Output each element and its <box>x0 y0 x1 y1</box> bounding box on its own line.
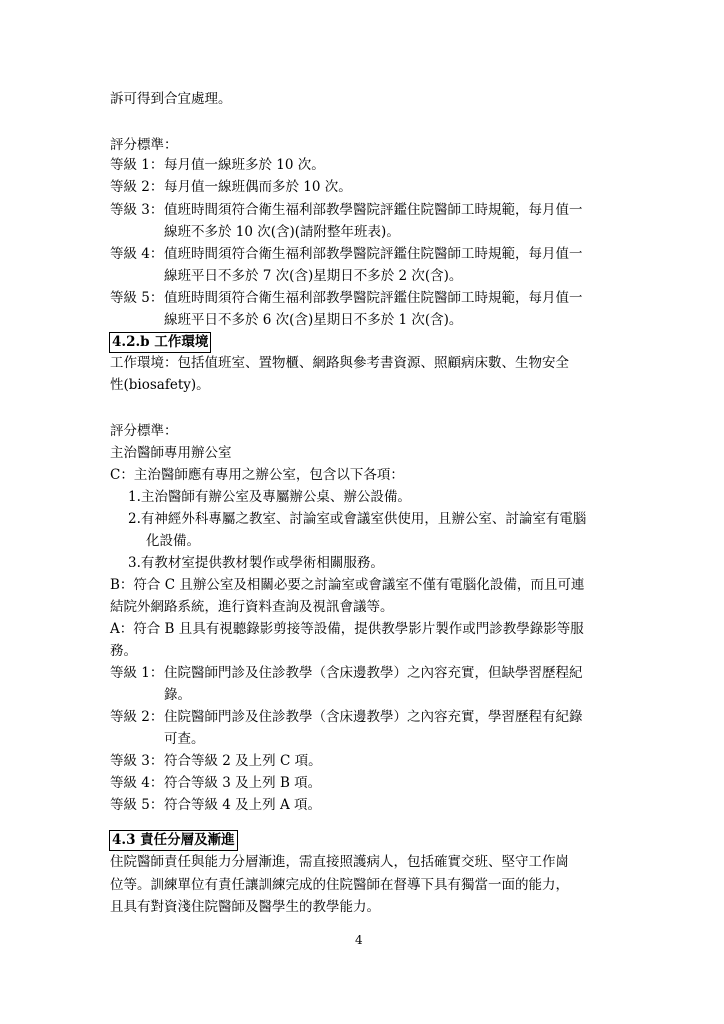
section-heading-4-3: 4.3 責任分層及漸進 <box>109 830 238 851</box>
c-item-3: 3.有教材室提供教材製作或學術相關服務。 <box>128 555 384 571</box>
level-5-text: 值班時間須符合衛生福利部教學醫院評鑑住院醫師工時規範，每月值一 <box>164 290 583 306</box>
level-4-text: 值班時間須符合衛生福利部教學醫院評鑑住院醫師工時規範，每月值一 <box>164 246 583 262</box>
responsibility-para-line-1: 住院醫師責任與能力分層漸進，需直接照護病人，包括確實交班、堅守工作崗 <box>110 854 569 870</box>
level-4-continuation: 線班平日不多於 7 次(含)星期日不多於 2 次(含)。 <box>164 268 463 284</box>
grade-a-line-1: A：符合 B 且具有視聽錄影剪接等設備，提供教學影片製作或門診教學錄影等服 <box>110 621 584 637</box>
level-5-continuation: 線班平日不多於 6 次(含)星期日不多於 1 次(含)。 <box>164 312 463 328</box>
level-1-text-b: 住院醫師門診及住診教學（含床邊教學）之內容充實，但缺學習歷程紀 <box>164 665 583 681</box>
criteria-title: 評分標準： <box>110 137 178 153</box>
grade-b-line-2: 結院外網路系統，進行資料查詢及視訊會議等。 <box>110 599 394 615</box>
work-environment-para-line-2: 性(biosafety)。 <box>110 377 210 393</box>
work-environment-para-line-1: 工作環境：包括值班室、置物櫃、網路與參考書資源、照顧病床數、生物安全 <box>110 355 569 371</box>
level-5-text-b: 符合等級 4 及上列 A 項。 <box>164 797 322 813</box>
level-3-text-b: 符合等級 2 及上列 C 項。 <box>164 753 322 769</box>
level-2-label: 等級 2： <box>110 179 164 195</box>
level-4-text-b: 符合等級 3 及上列 B 項。 <box>164 775 322 791</box>
level-3-label: 等級 3： <box>110 202 164 218</box>
level-1-label-b: 等級 1： <box>110 665 164 681</box>
level-4-label: 等級 4： <box>110 246 164 262</box>
level-3-label-b: 等級 3： <box>110 753 164 769</box>
level-3-text: 值班時間須符合衛生福利部教學醫院評鑑住院醫師工時規範，每月值一 <box>164 202 583 218</box>
criteria-title-2: 評分標準： <box>110 423 178 439</box>
intro-tail-text: 訴可得到合宜處理。 <box>110 91 232 107</box>
level-2-continuation-b: 可查。 <box>164 731 205 747</box>
level-3-continuation: 線班不多於 10 次(含)(請附整年班表)。 <box>164 224 400 240</box>
responsibility-para-line-3: 且具有對資淺住院醫師及醫學生的教學能力。 <box>110 899 380 915</box>
c-item-1: 1.主治醫師有辦公室及專屬辦公桌、辦公設備。 <box>128 489 411 505</box>
c-item-2: 2.有神經外科專屬之教室、討論室或會議室供使用，且辦公室、討論室有電腦 <box>128 511 587 527</box>
level-1-label: 等級 1： <box>110 157 164 173</box>
section-heading-4-2-b: 4.2.b 工作環境 <box>109 332 211 353</box>
level-1-continuation-b: 錄。 <box>164 687 191 703</box>
grade-a-line-2: 務。 <box>110 643 137 659</box>
level-5-label: 等級 5： <box>110 290 164 306</box>
level-5-label-b: 等級 5： <box>110 797 164 813</box>
page-number: 4 <box>355 933 363 947</box>
level-2-text: 每月值一線班偶而多於 10 次。 <box>164 179 352 195</box>
c-item-2-continuation: 化設備。 <box>146 533 200 549</box>
level-2-label-b: 等級 2： <box>110 709 164 725</box>
office-subtitle: 主治醫師專用辦公室 <box>110 445 232 461</box>
level-2-text-b: 住院醫師門診及住診教學（含床邊教學）之內容充實，學習歷程有紀錄 <box>164 709 583 725</box>
grade-c-line: C：主治醫師應有專用之辦公室，包含以下各項： <box>110 467 404 483</box>
level-4-label-b: 等級 4： <box>110 775 164 791</box>
level-1-text: 每月值一線班多於 10 次。 <box>164 157 325 173</box>
responsibility-para-line-2: 位等。訓練單位有責任讓訓練完成的住院醫師在督導下具有獨當一面的能力， <box>110 877 569 893</box>
grade-b-line-1: B：符合 C 且辦公室及相關必要之討論室或會議室不僅有電腦化設備，而且可連 <box>110 577 585 593</box>
